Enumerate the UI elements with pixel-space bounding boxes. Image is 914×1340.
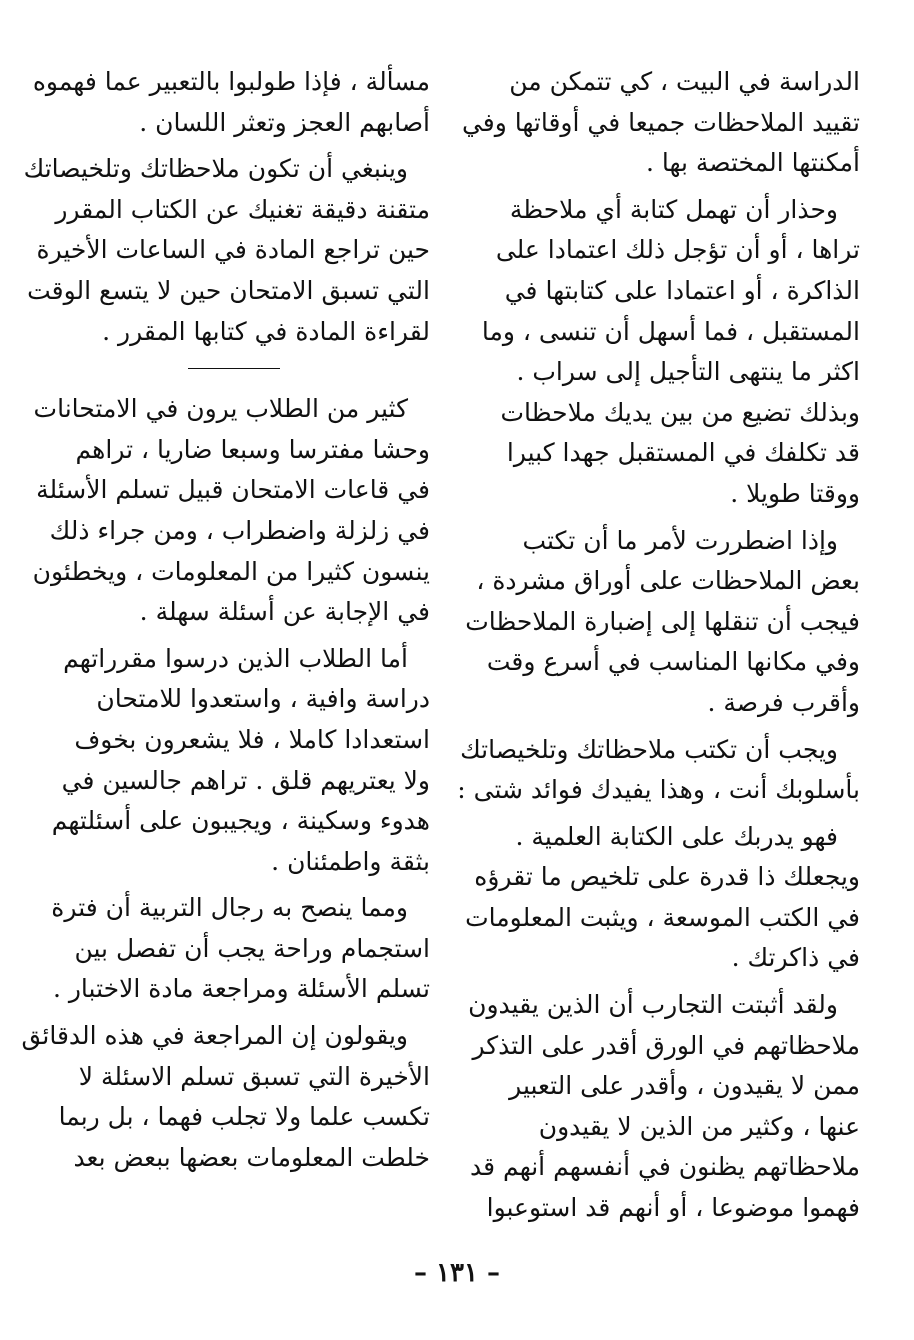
text-line: متقنة دقيقة تغنيك عن الكتاب المقرر <box>55 194 430 224</box>
text-line: ولا يعتريهم قلق . تراهم جالسين في <box>61 765 430 795</box>
text-line: وينبغي أن تكون ملاحظاتك وتلخيصاتك <box>23 154 408 184</box>
text-line: فيجب أن تنقلها إلى إضبارة الملاحظات <box>465 606 860 636</box>
text-line: الأخيرة التي تسبق تسلم الاسئلة لا <box>78 1061 430 1091</box>
text-line: ممن لا يقيدون ، وأقدر على التعبير <box>509 1071 860 1101</box>
text-line: ولقد أثبتت التجارب أن الذين يقيدون <box>468 990 838 1020</box>
paragraph <box>51 639 430 883</box>
text-line: الدراسة في البيت ، كي تتمكن من <box>509 67 860 96</box>
paragraph <box>465 817 860 979</box>
text-line: حين تراجع المادة في الساعات الأخيرة <box>36 235 430 265</box>
paragraph <box>21 1016 430 1178</box>
text-line: في ذاكرتك . <box>731 943 860 973</box>
left-column <box>21 62 430 1184</box>
text-line: وإذا اضطررت لأمر ما أن تكتب <box>522 525 838 555</box>
text-line: في زلزلة واضطراب ، ومن جراء ذلك <box>49 515 430 545</box>
paragraph <box>457 730 860 811</box>
paragraph <box>481 190 860 515</box>
paragraph <box>32 389 430 633</box>
text-line: بأسلوبك أنت ، وهذا يفيدك فوائد شتى : <box>457 775 860 805</box>
page-number: – ١٣١ – <box>413 1258 501 1288</box>
text-line: ويجب أن تكتب ملاحظاتك وتلخيصاتك <box>460 734 838 764</box>
text-line: وبذلك تضيع من بين يديك ملاحظات <box>500 397 860 427</box>
text-line: كثير من الطلاب يرون في الامتحانات <box>33 394 408 424</box>
text-line: مسألة ، فإذا طولبوا بالتعبير عما فهموه <box>32 67 430 96</box>
right-column <box>457 62 860 1235</box>
text-line: المستقبل ، فما أسهل أن تنسى ، وما <box>481 316 860 346</box>
text-line: ملاحظاتهم يظنون في أنفسهم أنهم قد <box>470 1152 860 1182</box>
text-line: ويجعلك ذا قدرة على تلخيص ما تقرؤه <box>474 862 860 892</box>
text-line: لقراءة المادة في كتابها المقرر . <box>102 316 430 346</box>
text-line: أمكنتها المختصة بها . <box>645 148 860 178</box>
text-line: التي تسبق الامتحان حين لا يتسع الوقت <box>27 275 430 305</box>
paragraph <box>23 149 430 352</box>
section-divider <box>188 368 280 369</box>
paragraph <box>461 62 860 184</box>
left-column-top-section <box>23 62 430 352</box>
paragraph <box>465 521 860 724</box>
text-line: وفي مكانها المناسب في أسرع وقت <box>486 647 860 677</box>
text-line: فهو يدربك على الكتابة العلمية . <box>515 821 838 851</box>
text-line: ووقتا طويلا . <box>730 478 860 508</box>
paragraph <box>468 985 860 1229</box>
text-line: قد تكلفك في المستقبل جهدا كبيرا <box>506 438 860 468</box>
text-line: أصابهم العجز وتعثر اللسان . <box>139 107 430 137</box>
text-line: تكسب علما ولا تجلب فهما ، بل ربما <box>58 1102 430 1132</box>
text-line: ملاحظاتهم في الورق أقدر على التذكر <box>472 1030 860 1060</box>
text-line: ومما ينصح به رجال التربية أن فترة <box>51 893 408 923</box>
text-line: وأقرب فرصة . <box>707 687 860 717</box>
text-line: عنها ، وكثير من الذين لا يقيدون <box>538 1111 860 1141</box>
text-line: تراها ، أو أن تؤجل ذلك اعتمادا على <box>495 235 860 265</box>
text-line: ويقولون إن المراجعة في هذه الدقائق <box>21 1021 408 1051</box>
text-line: استجمام وراحة يجب أن تفصل بين <box>74 933 430 963</box>
text-line: تقييد الملاحظات جميعا في أوقاتها وفي <box>461 107 860 137</box>
text-line: بعض الملاحظات على أوراق مشردة ، <box>476 566 860 596</box>
left-column-bottom-section <box>21 389 430 1178</box>
text-line: أما الطلاب الذين درسوا مقرراتهم <box>63 643 408 673</box>
text-line: فهموا موضوعا ، أو أنهم قد استوعبوا <box>486 1193 860 1223</box>
text-line: خلطت المعلومات بعضها ببعض بعد <box>73 1142 430 1172</box>
text-line: الذاكرة ، أو اعتمادا على كتابتها في <box>504 275 860 305</box>
text-line: اكثر ما ينتهى التأجيل إلى سراب . <box>516 357 860 387</box>
paragraph <box>32 62 430 143</box>
text-line: وحذار أن تهمل كتابة أي ملاحظة <box>509 194 838 224</box>
text-line: دراسة وافية ، واستعدوا للامتحان <box>96 684 430 714</box>
text-line: في الإجابة عن أسئلة سهلة . <box>139 597 430 627</box>
text-line: في الكتب الموسعة ، ويثبت المعلومات <box>465 902 860 932</box>
text-line: في قاعات الامتحان قبيل تسلم الأسئلة <box>36 475 430 505</box>
text-line: تسلم الأسئلة ومراجعة مادة الاختبار . <box>52 974 430 1004</box>
text-line: بثقة واطمئنان . <box>271 846 430 876</box>
text-line: ينسون كثيرا من المعلومات ، ويخطئون <box>32 556 430 586</box>
text-line: هدوء وسكينة ، ويجيبون على أسئلتهم <box>51 806 430 836</box>
text-line: استعدادا كاملا ، فلا يشعرون بخوف <box>74 724 430 754</box>
paragraph <box>51 888 430 1010</box>
text-line: وحشا مفترسا وسبعا ضاريا ، تراهم <box>75 434 430 464</box>
